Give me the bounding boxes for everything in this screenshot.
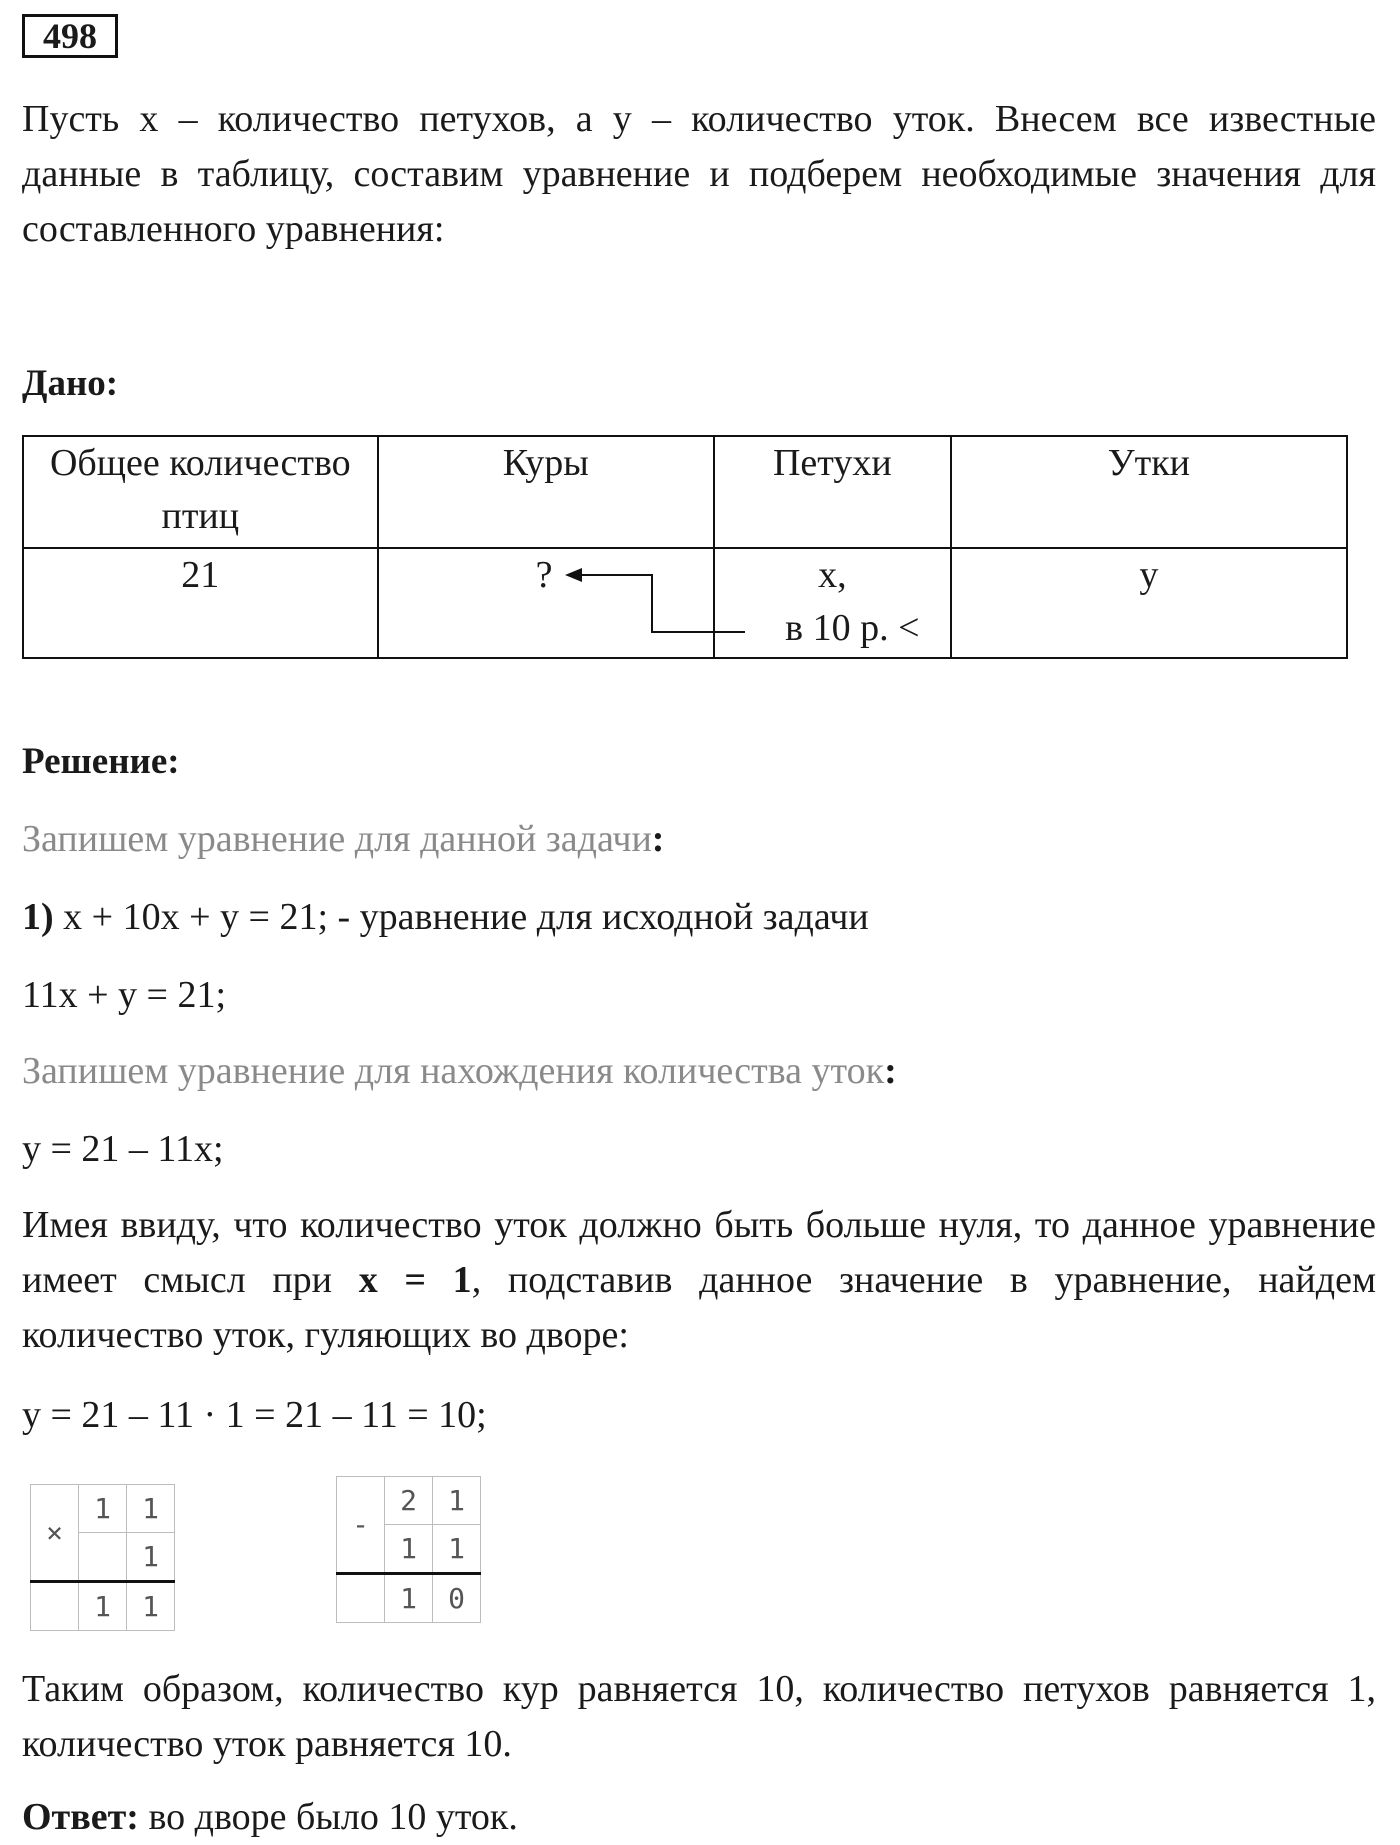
equation-2: 11х + у = 21;	[22, 974, 227, 1016]
step-note-2: Запишем уравнение для нахождения количества уток:	[22, 1050, 897, 1092]
grid-cell	[79, 1533, 127, 1582]
grid-cell: 1	[433, 1525, 481, 1574]
grid-cell: 1	[127, 1485, 175, 1533]
hens-unknown: ?	[535, 554, 553, 596]
roosters-relation: в 10 р. <	[785, 607, 920, 649]
header-total-birds: Общее количество птиц	[23, 436, 378, 548]
reasoning-paragraph: Имея ввиду, что количество уток должно быть больше нуля, то данное уравнение имеет смысл при х = 1, подставив данное значение в уравнение, найдем количество уток, гуляющих во дворе:	[22, 1204, 1376, 1356]
grid-cell: 1	[79, 1582, 127, 1631]
grid-cell	[31, 1582, 79, 1631]
header-roosters: Петухи	[714, 436, 951, 548]
subtraction-grid	[336, 1476, 481, 1623]
problem-number: 498	[22, 14, 118, 58]
equation-1: 1) х + 10х + у = 21; - уравнение для исходной задачи	[22, 896, 869, 938]
given-table	[22, 435, 1348, 659]
sub-operator: -	[337, 1477, 385, 1574]
solution-heading: Решение:	[22, 741, 180, 782]
value-total-birds: 21	[23, 548, 378, 658]
multiplication-grid	[30, 1484, 175, 1631]
intro-paragraph: Пусть х – количество петухов, а у – количество уток. Внесем все известные данные в таблицу, составим уравнение и подберем необходимые значения для составленного уравнения:	[22, 98, 1376, 250]
grid-cell: 1	[127, 1533, 175, 1582]
grid-cell: 1	[433, 1477, 481, 1525]
answer-line: Ответ: во дворе было 10 уток.	[22, 1796, 518, 1838]
header-ducks: Утки	[951, 436, 1347, 548]
equation-3: у = 21 – 11х;	[22, 1128, 224, 1170]
roosters-variable: х,	[818, 554, 847, 596]
equation-4: у = 21 – 11 · 1 = 21 – 11 = 10;	[22, 1394, 487, 1436]
grid-cell: 1	[79, 1485, 127, 1533]
step-note-1: Запишем уравнение для данной задачи:	[22, 818, 665, 860]
grid-cell: 2	[385, 1477, 433, 1525]
grid-cell	[337, 1574, 385, 1623]
conclusion-paragraph: Таким образом, количество кур равняется 10, количество петухов равняется 1, количество уток равняется 10.	[22, 1668, 1376, 1765]
grid-cell: 1	[127, 1582, 175, 1631]
grid-cell: 0	[433, 1574, 481, 1623]
given-heading: Дано:	[22, 363, 119, 404]
grid-cell: 1	[385, 1574, 433, 1623]
value-roosters	[714, 548, 951, 658]
header-hens: Куры	[378, 436, 714, 548]
grid-cell: 1	[385, 1525, 433, 1574]
value-hens	[378, 548, 714, 658]
value-ducks: у	[951, 548, 1347, 658]
mult-operator: ×	[31, 1485, 79, 1582]
